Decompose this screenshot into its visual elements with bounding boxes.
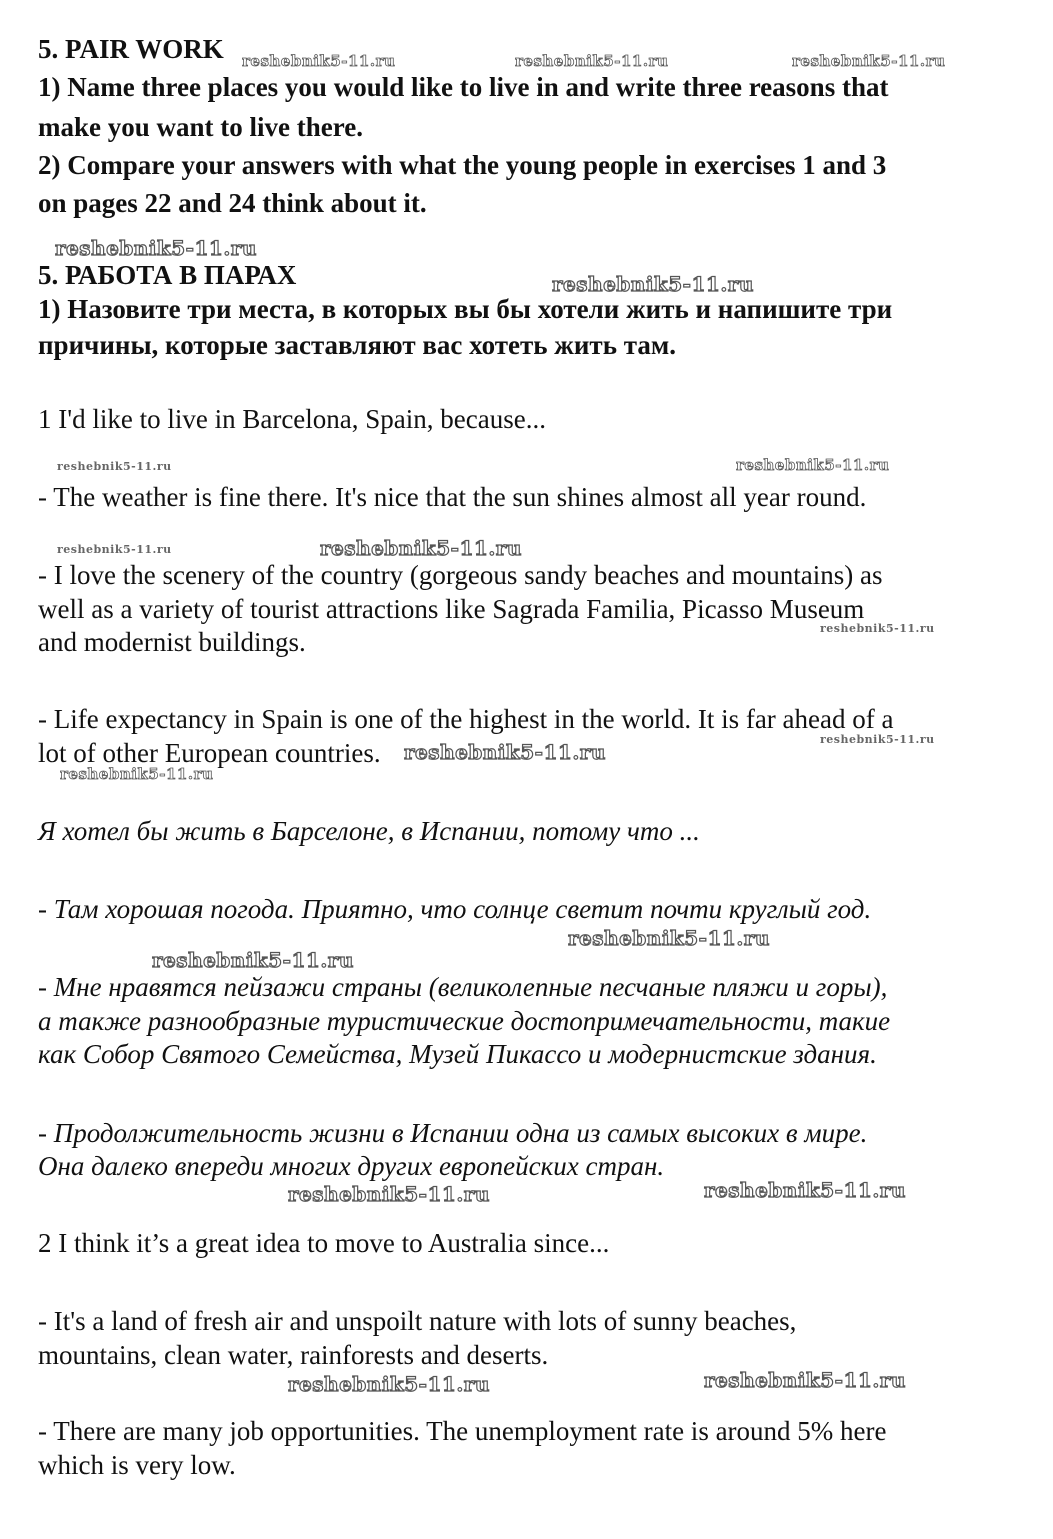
watermark: reshebnik5-11.ru [704,1368,906,1392]
watermark: reshebnik5-11.ru [152,948,354,972]
watermark: reshebnik5-11.ru [288,1182,490,1206]
task-q1-en-line2: make you want to live there. [38,112,363,142]
translation1-reason3-line1: - Продолжительность жизни в Испании одна из самых высоких в мире. [38,1118,868,1148]
translation1-reason2-line3: как Собор Святого Семейства, Музей Пикассо и модернистские здания. [38,1039,877,1069]
watermark: reshebnik5-11.ru [820,622,935,635]
watermark: reshebnik5-11.ru [60,765,214,783]
task-q2-en-line2: on pages 22 and 24 think about it. [38,188,427,218]
watermark: reshebnik5-11.ru [792,52,946,70]
task-heading-ru: 5. РАБОТА В ПАРАХ [38,260,297,290]
watermark: reshebnik5-11.ru [242,52,396,70]
answer2-reason2-line1: - There are many job opportunities. The unemployment rate is around 5% here [38,1416,887,1446]
watermark: reshebnik5-11.ru [704,1178,906,1202]
translation1-intro: Я хотел бы жить в Барселоне, в Испании, потому что ... [38,816,700,846]
watermark: reshebnik5-11.ru [288,1372,490,1396]
translation1-reason2-line1: - Мне нравятся пейзажи страны (великолепные песчаные пляжи и горы), [38,972,888,1002]
answer1-reason3-line1: - Life expectancy in Spain is one of the highest in the world. It is far ahead of a [38,704,894,734]
answer1-reason2-line1: - I love the scenery of the country (gorgeous sandy beaches and mountains) as [38,560,883,590]
task-q1-en-line1: 1) Name three places you would like to live in and write three reasons that [38,72,889,102]
answer2-reason2-line2: which is very low. [38,1450,236,1480]
answer2-intro: 2 I think it’s a great idea to move to Australia since... [38,1228,610,1258]
answer1-intro: 1 I'd like to live in Barcelona, Spain, because... [38,404,546,434]
answer1-reason1: - The weather is fine there. It's nice that the sun shines almost all year round. [38,482,867,512]
answer2-reason1-line2: mountains, clean water, rainforests and deserts. [38,1340,549,1370]
watermark: reshebnik5-11.ru [57,543,172,556]
watermark: reshebnik5-11.ru [515,52,669,70]
task-q1-ru-line2: причины, которые заставляют вас хотеть жить там. [38,330,676,360]
translation1-reason1: - Там хорошая погода. Приятно, что солнце светит почти круглый год. [38,894,872,924]
answer1-reason2-line3: and modernist buildings. [38,627,306,657]
task-heading-en: 5. PAIR WORK [38,34,224,64]
watermark: reshebnik5-11.ru [320,536,522,560]
watermark: reshebnik5-11.ru [820,733,935,746]
watermark: reshebnik5-11.ru [568,926,770,950]
task-q2-en-line1: 2) Compare your answers with what the young people in exercises 1 and 3 [38,150,887,180]
watermark: reshebnik5-11.ru [55,236,257,260]
watermark: reshebnik5-11.ru [57,460,172,473]
watermark: reshebnik5-11.ru [736,456,890,474]
watermark: reshebnik5-11.ru [552,272,754,296]
task-q1-ru-line1: 1) Назовите три места, в которых вы бы хотели жить и напишите три [38,294,893,324]
watermark: reshebnik5-11.ru [404,740,606,764]
answer2-reason1-line1: - It's a land of fresh air and unspoilt nature with lots of sunny beaches, [38,1306,797,1336]
translation1-reason2-line2: а также разнообразные туристические достопримечательности, такие [38,1006,891,1036]
answer1-reason3-line2: lot of other European countries. [38,738,381,768]
answer1-reason2-line2: well as a variety of tourist attractions like Sagrada Familia, Picasso Museum [38,594,865,624]
translation1-reason3-line2: Она далеко впереди многих других европейских стран. [38,1151,665,1181]
